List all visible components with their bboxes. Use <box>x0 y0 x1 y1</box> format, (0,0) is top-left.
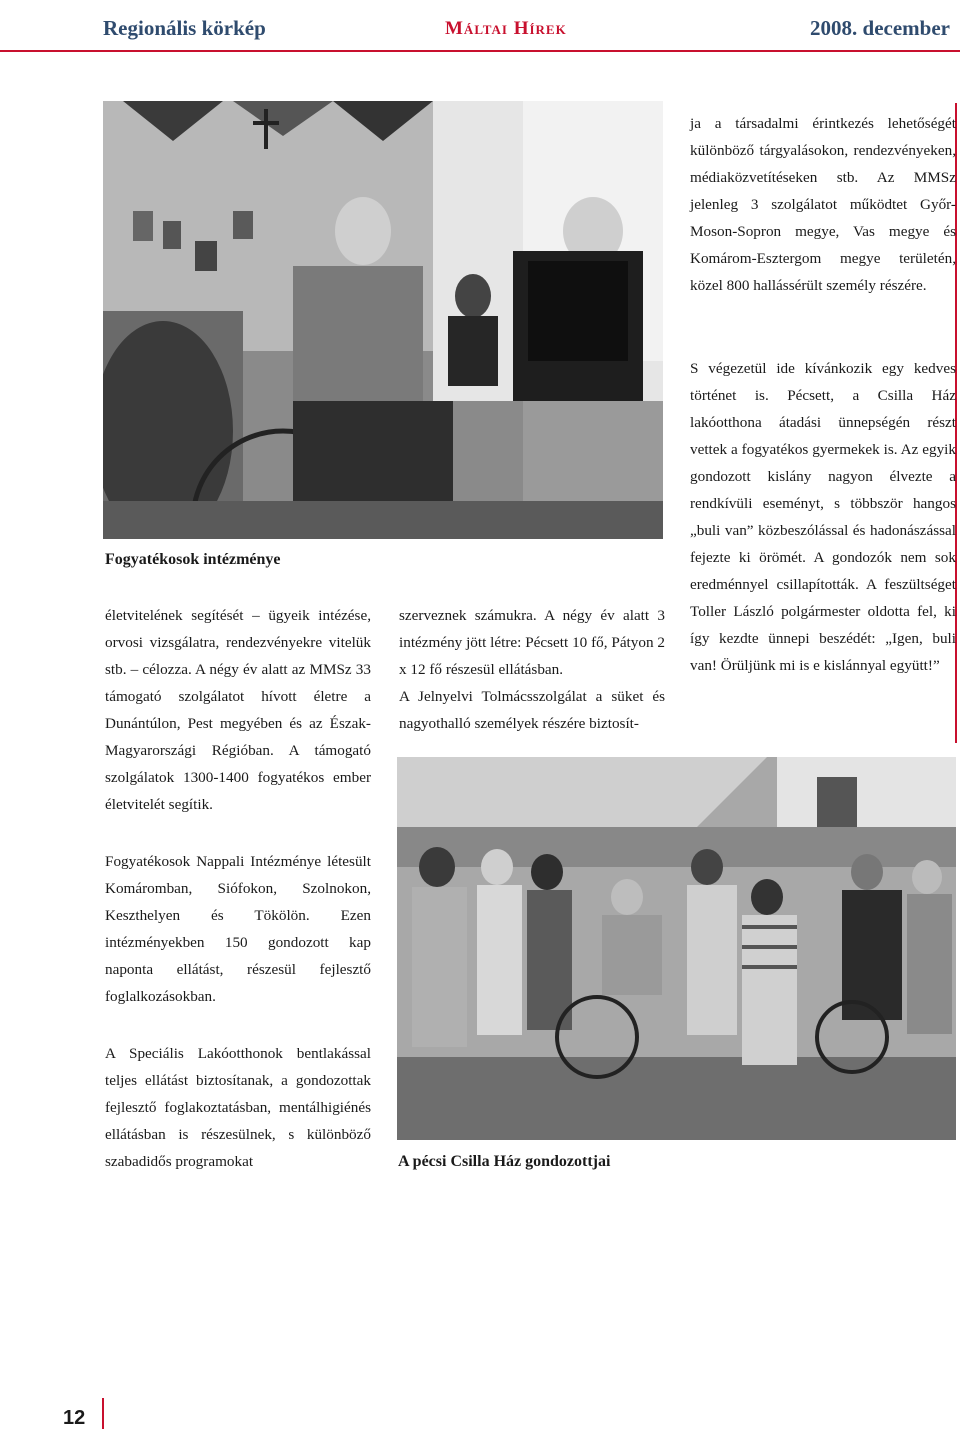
photo-caption-csilla-house: A pécsi Csilla Ház gondozottjai <box>398 1153 611 1170</box>
photo-caption-institution: Fogyatékosok intézménye <box>105 551 281 568</box>
column3-paragraph-2: S végezetül ide kívánkozik egy kedves történet is. Pécsett, a Csilla Ház lakóotthona átadási ünnepségén részt vettek a fogyatékos gyermekek is. Az egyik gondozott kislány nagyon élvezte a rendkívüli eseményt, s többször hangos „buli van” közbeszólással és hadonászással fejezte ki örömét. A gondozók nem sok eredménnyel csillapították. A feszültséget Toller László polgármester oldotta fel, ki így kezdte ünnepi beszédét: „Igen, buli van! Örüljünk mi is e kislánnyal együtt!” <box>690 360 956 674</box>
page-number: 12 <box>63 1407 86 1429</box>
column2-paragraph-2: A Jelnyelvi Tolmácsszolgálat a süket és nagyothalló személyek részére biztosít- <box>399 688 665 732</box>
magazine-title: Máltai Hírek <box>445 18 567 39</box>
issue-date: 2008. december <box>810 16 950 40</box>
column3-paragraph-1: ja a társadalmi érintkezés lehetőségét különböző tárgyalásokon, rendezvényeken, médiaközvetítéseken stb. Az MMSz jelenleg 3 szolgálatot működtet Győr-Moson-Sopron megye, Vas megye és Komárom-Esztergom megye területén, közel 800 hallássérült személy részére. <box>690 115 956 294</box>
column2-paragraph-1: szerveznek számukra. A négy év alatt 3 intézmény jött létre: Pécsett 10 fő, Pátyon 2 x 12 fő részesül ellátásban. <box>399 607 665 678</box>
csilla-house-photo <box>397 757 956 1140</box>
page-number-box <box>0 1398 103 1429</box>
institution-photo <box>103 101 663 539</box>
column1-paragraph-1: életvitelének segítését – ügyeik intézése, orvosi vizsgálatra, rendezvényekre vitelük stb. – célozza. A négy év alatt az MMSz 33 támogató szolgálatot hívott életre a Dunántúlon, Pest megyében és az Észak-Magyarországi Régióban. A támogató szolgálatok 1300-1400 fogyatékos ember életvitelét segítik. <box>105 607 371 813</box>
column1-paragraph-2: Fogyatékosok Nappali Intézménye létesült Komáromban, Siófokon, Szolnokon, Keszthelyen és Tökölön. Ezen intézményekben 150 gondozott kap naponta ellátást, részesül fejlesztő foglalkozásokban. <box>105 853 371 1005</box>
column1-paragraph-3: A Speciális Lakóotthonok bentlakással teljes ellátást biztosítanak, a gondozottak fejlesztő foglakoztatásban, mentálhigiénés ellátásban is részesülnek, s különböző szabadidős programokat <box>105 1045 371 1170</box>
header-divider <box>0 50 960 52</box>
section-title: Regionális körkép <box>103 16 266 40</box>
page-number-divider <box>102 1398 104 1429</box>
